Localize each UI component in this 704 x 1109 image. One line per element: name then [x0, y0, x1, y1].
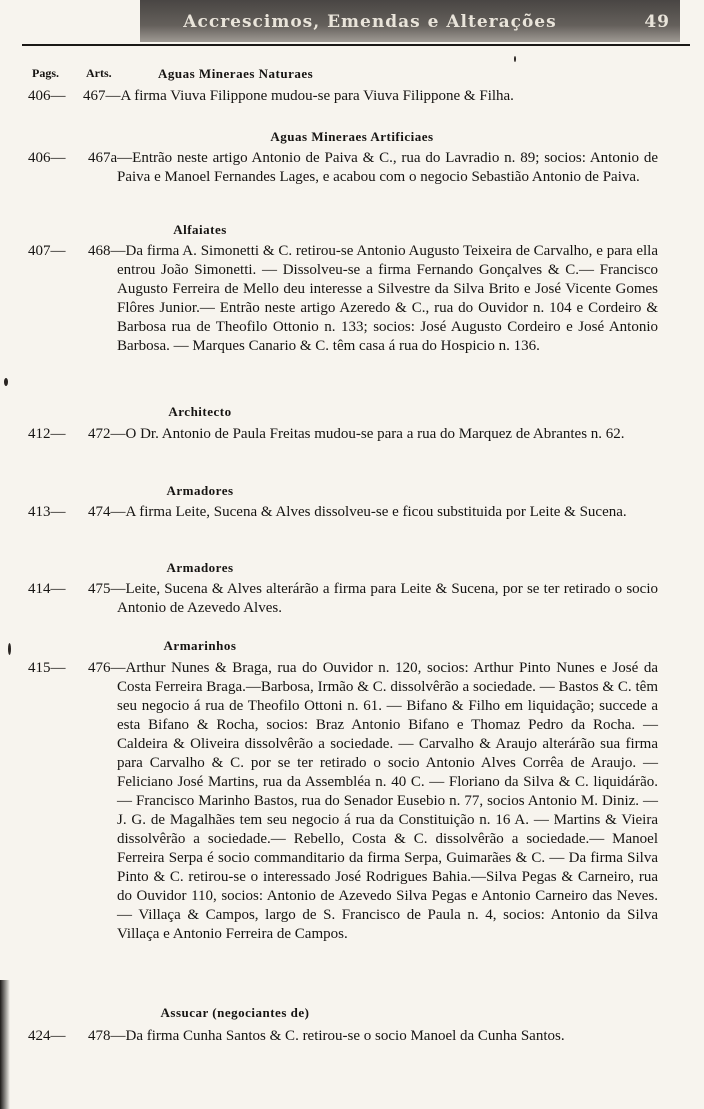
entry-text: 467a—Entrão neste artigo Antonio de Paiva & C., rua do Lavradio n. 89; socios: Antonio de Paiva e Manoel Fernandes Lages, e acabou com o negocio Sebastião Antonio de Paiva. — [88, 150, 658, 185]
page-ref: 424— — [28, 1028, 66, 1044]
page-ref: 412— — [28, 426, 66, 442]
scan-speck — [4, 378, 8, 386]
section-heading-armadores-2: Armadores — [166, 560, 234, 575]
entry-armadores-2 — [28, 580, 658, 618]
scan-speck — [514, 56, 516, 62]
page-ref: 407— — [28, 243, 66, 259]
page-ref: 414— — [28, 581, 66, 597]
entry-text: 468—Da firma A. Simonetti & C. retirou-se Antonio Augusto Teixeira de Carvalho, e para ella entrou João Simonetti. — Dissolveu-se a firma Fernando Gonçalves & C.— Francisco Augusto Ferreira de Mello deu interesse a Silvestre da Silva Brito e José Vicente Gomes Flôres Junior.— Entrão neste artigo Azeredo & C., rua do Ouvidor n. 104 e Cordeiro & Barbosa rua de Theofilo Ottonio n. 133; socios: José Augusto Cordeiro e José Antonio Barbosa. — Marques Canario & C. têm casa á rua do Hospicio n. 136. — [88, 243, 658, 354]
section-heading-armarinhos: Armarinhos — [163, 638, 237, 653]
page-ref: 406— — [28, 88, 66, 104]
page-title: Accrescimos, Emendas e Alterações — [183, 12, 557, 32]
entry-text: 474—A firma Leite, Sucena & Alves dissolveu-se e ficou substituida por Leite & Sucena. — [88, 504, 627, 520]
entry-architecto — [28, 425, 658, 444]
entry-alfaiates — [28, 242, 658, 356]
entry-armarinhos — [28, 659, 658, 944]
page-number: 49 — [644, 12, 670, 32]
entry-text: 478—Da firma Cunha Santos & C. retirou-se o socio Manoel da Cunha Santos. — [88, 1028, 565, 1044]
section-heading-alfaiates: Alfaiates — [173, 222, 227, 237]
entry-text: 475—Leite, Sucena & Alves alterárão a firma para Leite & Sucena, por se ter retirado o socio Antonio de Azevedo Alves. — [88, 581, 658, 616]
entry-armadores-1 — [28, 503, 658, 522]
entry-text: 472—O Dr. Antonio de Paula Freitas mudou-se para a rua do Marquez de Abrantes n. 62. — [88, 426, 625, 442]
entry-aguas-naturaes — [28, 87, 658, 106]
section-heading-aguas-mineraes-artificiaes: Aguas Mineraes Artificiaes — [270, 129, 434, 144]
entry-text: 476—Arthur Nunes & Braga, rua do Ouvidor n. 120, socios: Arthur Pinto Nunes e José da Costa Ferreira Braga.—Barbosa, Irmão & C. dissolvêrão a sociedade. — Bastos & C. têm seu negocio á rua de Theofilo Ottoni n. 61. — Bifano & Filho em liquidação; succede a esta Bifano & Rocha, socios: Braz Antonio Bifano e Thomaz Pedro da Rocha. — Caldeira & Oliveira dissolvêrão a sociedade. — Carvalho & Araujo alterárão sua firma para Carvalho & C. por se ter retirado o socio Antonio Alves Corrêa de Araujo. — Feliciano José Martins, rua da Assembléa n. 40 C. — Floriano da Silva & C. liquidárão. — Francisco Marinho Bastos, rua do Senador Eusebio n. 77, socios Antonio M. Diniz. — J. G. de Magalhães tem seu negocio á rua da Constituição n. 16 A. — Martins & Vieira dissolvêrão a sociedade.— Rebello, Costa & C. dissolvêrão a sociedade.— Manoel Ferreira Serpa é socio commanditario da firma Serpa, Guimarães & C. — Da firma Silva Pinto & C. retirou-se o interessado José Rodrigues Bahia.—Silva Pegas & Carneiro, rua do Ouvidor 110, socios: Antonio de Azevedo Silva Pegas e Antonio Carneiro das Neves. — Villaça & Campos, largo de S. Francisco de Paula n. 4, socios: Antonio da Silva Villaça e Antonio Ferreira de Campos. — [88, 660, 658, 942]
page-ref: 415— — [28, 660, 66, 676]
column-header-arts: Arts. — [86, 66, 112, 80]
page-edge-shadow — [0, 980, 10, 1109]
section-heading-aguas-mineraes-naturaes: Aguas Mineraes Naturaes — [158, 66, 314, 81]
entry-aguas-artificiaes — [28, 149, 658, 187]
page-ref: 406— — [28, 150, 66, 166]
section-heading-armadores: Armadores — [166, 483, 234, 498]
entry-text: 467—A firma Viuva Filippone mudou-se para Viuva Filippone & Filha. — [83, 88, 514, 104]
header-rule — [22, 44, 690, 46]
scan-speck — [8, 643, 11, 655]
page-ref: 413— — [28, 504, 66, 520]
section-heading-assucar: Assucar (negociantes de) — [160, 1005, 310, 1020]
section-heading-architecto: Architecto — [168, 404, 232, 419]
entry-assucar — [28, 1027, 658, 1046]
column-header-pags: Pags. — [32, 66, 59, 80]
